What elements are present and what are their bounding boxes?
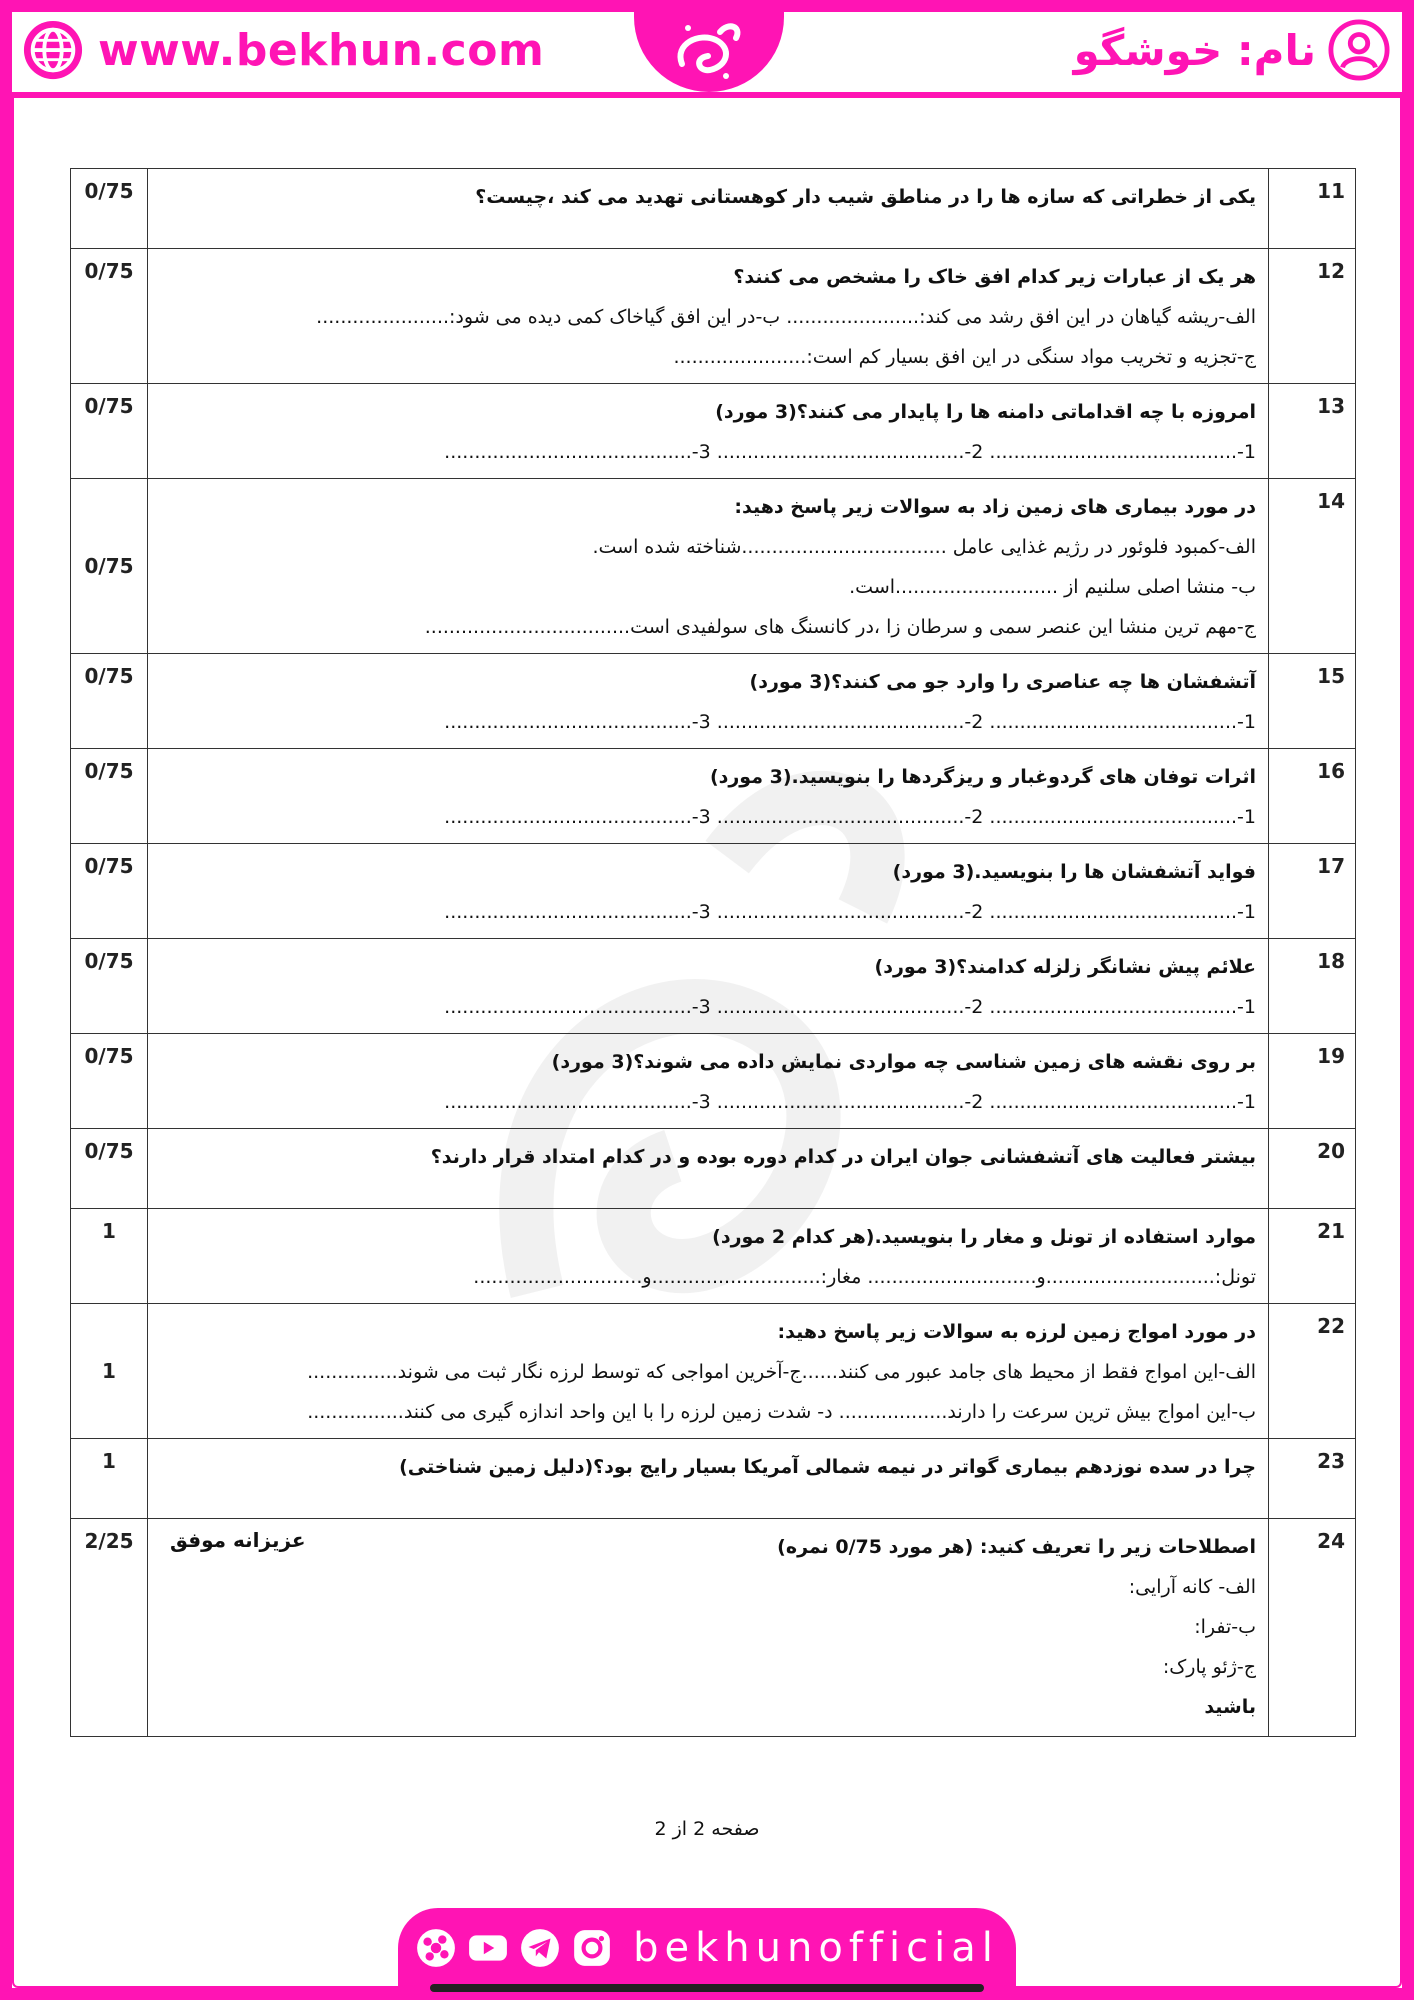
question-content xyxy=(148,479,1269,654)
question-answer-line: الف-ریشه گیاهان در این افق رشد می کند:...................... ب-در این افق گیاخاک کمی دیده می شود:...................... xyxy=(316,306,1256,328)
question-answer-line: ب- منشا اصلی سلنیم از ...........................است. xyxy=(849,576,1256,598)
question-row xyxy=(71,479,1356,654)
question-score: 2/25 xyxy=(71,1519,148,1737)
question-row xyxy=(71,1034,1356,1129)
question-row xyxy=(71,654,1356,749)
question-score: 0/75 xyxy=(71,939,148,1034)
question-answer-line: 1-......................................... 2-......................................... 3-......................................... xyxy=(444,806,1256,828)
question-number: 20 xyxy=(1269,1129,1356,1209)
question-text: امروزه با چه اقداماتی دامنه ها را پایدار می کنند؟(3 مورد) xyxy=(715,401,1256,423)
instagram-icon[interactable] xyxy=(571,1927,613,1969)
question-score: 1 xyxy=(71,1304,148,1439)
question-row xyxy=(71,939,1356,1034)
header-bar xyxy=(12,12,1402,98)
question-number: 21 xyxy=(1269,1209,1356,1304)
question-text: هر یک از عبارات زیر کدام افق خاک را مشخص می کنند؟ xyxy=(733,266,1256,288)
question-text: فواید آتشفشان ها را بنویسید.(3 مورد) xyxy=(892,861,1256,883)
question-answer-line: 1-......................................... 2-......................................... 3-......................................... xyxy=(444,996,1256,1018)
question-text: بر روی نقشه های زمین شناسی چه مواردی نمایش داده می شوند؟(3 مورد) xyxy=(551,1051,1256,1073)
question-number: 18 xyxy=(1269,939,1356,1034)
question-text: آتشفشان ها چه عناصری را وارد جو می کنند؟(3 مورد) xyxy=(749,671,1256,693)
question-row xyxy=(71,1439,1356,1519)
question-number: 16 xyxy=(1269,749,1356,844)
question-score: 0/75 xyxy=(71,654,148,749)
question-text: یکی از خطراتی که سازه ها را در مناطق شیب دار کوهستانی تهدید می کند ،چیست؟ xyxy=(475,186,1256,208)
question-content xyxy=(148,1129,1269,1209)
question-content xyxy=(148,1034,1269,1129)
question-answer-line: ج-تجزیه و تخریب مواد سنگی در این افق بسیار کم است:...................... xyxy=(673,346,1256,368)
question-score: 0/75 xyxy=(71,169,148,249)
question-answer-line: 1-......................................... 2-......................................... 3-......................................... xyxy=(444,441,1256,463)
question-answer-line: تونل:............................و............................ مغار:............................و............................ xyxy=(473,1266,1256,1288)
question-number: 11 xyxy=(1269,169,1356,249)
question-row xyxy=(71,749,1356,844)
question-number: 22 xyxy=(1269,1304,1356,1439)
question-text: اصطلاحات زیر را تعریف کنید: (هر مورد 0/75 نمره) xyxy=(777,1536,1256,1558)
questions-table xyxy=(70,168,1356,1737)
question-content xyxy=(148,384,1269,479)
closing-note: عزیزانه موفق xyxy=(170,1528,306,1552)
question-text: موارد استفاده از تونل و مغار را بنویسید.(هر کدام 2 مورد) xyxy=(712,1226,1256,1248)
question-answer-line: 1-......................................... 2-......................................... 3-......................................... xyxy=(444,1091,1256,1113)
question-score: 0/75 xyxy=(71,249,148,384)
question-answer-line: ج-ژئو پارک: xyxy=(1162,1656,1256,1678)
question-answer-line: الف-کمبود فلوئور در رژیم غذایی عامل ..................................شناخته شده است. xyxy=(592,536,1256,558)
question-text: در مورد بیماری های زمین زاد به سوالات زیر پاسخ دهید: xyxy=(734,496,1256,518)
bekhun-logo-icon xyxy=(664,14,754,84)
question-score: 1 xyxy=(71,1439,148,1519)
question-score: 1 xyxy=(71,1209,148,1304)
name-block xyxy=(1074,18,1390,82)
question-answer-line: ب-این امواج بیش ترین سرعت را دارند.................. د- شدت زمین لرزه را با این واحد اندازه گیری می کنند................ xyxy=(307,1401,1256,1423)
question-answer-line: الف- کانه آرایی: xyxy=(1128,1576,1256,1598)
user-icon xyxy=(1328,19,1390,81)
question-text: در مورد امواج زمین لرزه به سوالات زیر پاسخ دهید: xyxy=(777,1321,1256,1343)
footer-bar xyxy=(398,1908,1016,1988)
question-score: 0/75 xyxy=(71,749,148,844)
question-row xyxy=(71,1209,1356,1304)
question-number: 17 xyxy=(1269,844,1356,939)
question-answer-line: ج-مهم ترین منشا این عنصر سمی و سرطان زا ،در کانسنگ های سولفیدی است.................................. xyxy=(424,616,1256,638)
question-content xyxy=(148,1304,1269,1439)
question-text: چرا در سده نوزدهم بیماری گواتر در نیمه شمالی آمریکا بسیار رایج بود؟(دلیل زمین شناختی) xyxy=(399,1456,1256,1478)
youtube-icon[interactable] xyxy=(467,1927,509,1969)
question-score: 0/75 xyxy=(71,844,148,939)
question-text: علائم پیش نشانگر زلزله کدامند؟(3 مورد) xyxy=(874,956,1256,978)
question-content xyxy=(148,249,1269,384)
question-score: 0/75 xyxy=(71,1129,148,1209)
question-content xyxy=(148,749,1269,844)
question-answer-line: 1-......................................... 2-......................................... 3-......................................... xyxy=(444,711,1256,733)
name-label: نام: خوشگو xyxy=(1073,25,1316,75)
question-answer-line: الف-این امواج فقط از محیط های جامد عبور می کنند......ج-آخرین امواجی که توسط لرزه نگار ثبت می شوند............... xyxy=(307,1361,1256,1383)
aparat-icon[interactable] xyxy=(415,1927,457,1969)
question-row xyxy=(71,844,1356,939)
site-block[interactable] xyxy=(22,18,544,82)
question-number: 23 xyxy=(1269,1439,1356,1519)
question-content xyxy=(148,169,1269,249)
question-number: 19 xyxy=(1269,1034,1356,1129)
question-row xyxy=(71,169,1356,249)
logo-badge xyxy=(634,6,784,92)
question-number: 12 xyxy=(1269,249,1356,384)
question-number: 13 xyxy=(1269,384,1356,479)
question-content xyxy=(148,1519,1269,1737)
page-number: صفحه 2 از 2 xyxy=(654,1818,760,1840)
question-number: 15 xyxy=(1269,654,1356,749)
question-text: بیشتر فعالیت های آتشفشانی جوان ایران در کدام دوره بوده و در کدام امتداد قرار دارند؟ xyxy=(430,1146,1256,1168)
site-url[interactable]: www.bekhun.com xyxy=(98,24,545,76)
question-text: اثرات توفان های گردوغبار و ریزگردها را بنویسید.(3 مورد) xyxy=(709,766,1256,788)
question-answer-line: 1-......................................... 2-......................................... 3-......................................... xyxy=(444,901,1256,923)
question-row xyxy=(71,249,1356,384)
question-number: 24 xyxy=(1269,1519,1356,1737)
question-content xyxy=(148,1209,1269,1304)
question-content xyxy=(148,1439,1269,1519)
question-row xyxy=(71,384,1356,479)
globe-icon xyxy=(22,19,84,81)
question-content xyxy=(148,844,1269,939)
question-score: 0/75 xyxy=(71,1034,148,1129)
question-content xyxy=(148,939,1269,1034)
question-answer-line: باشید xyxy=(1204,1696,1256,1718)
question-content xyxy=(148,654,1269,749)
question-row xyxy=(71,1129,1356,1209)
question-score: 0/75 xyxy=(71,384,148,479)
question-row xyxy=(71,1304,1356,1439)
question-score: 0/75 xyxy=(71,479,148,654)
social-handle[interactable]: bekhunofficial xyxy=(633,1925,999,1971)
telegram-icon[interactable] xyxy=(519,1927,561,1969)
footer-shadow xyxy=(430,1984,984,1992)
question-answer-line: ب-تفرا: xyxy=(1194,1616,1256,1638)
question-number: 14 xyxy=(1269,479,1356,654)
